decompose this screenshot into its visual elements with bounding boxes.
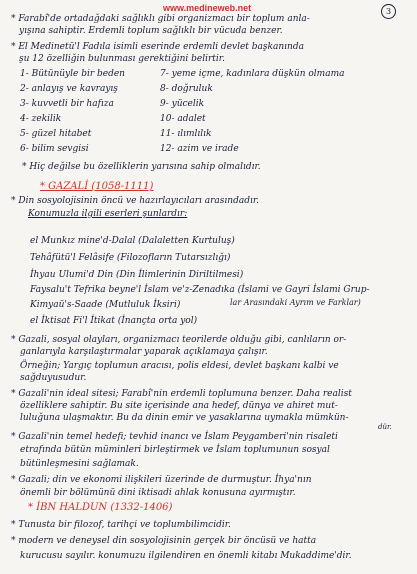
quality-item: 3- kuvvetli bir hafıza bbox=[20, 99, 114, 109]
hic-note: * Hiç değilse bu özelliklerin yarısına sahip olmalıdır. bbox=[22, 162, 261, 172]
quality-item: 6- bilim sevgisi bbox=[20, 144, 89, 154]
intro-line-4: şu 12 özelliğin bulunması gerektiğini belirtir. bbox=[19, 54, 225, 64]
work-item: Faysalu't Tefrika beyne'l İslam ve'z-Zenadıka (İslami ve Gayri İslami Grup- bbox=[30, 285, 370, 295]
work-item: Kimyaü's-Saade (Mutluluk İksiri) bbox=[30, 300, 181, 310]
note-line: önemli bir bölümünü dini iktisadi ahlak konusuna ayırmıştır. bbox=[20, 488, 296, 498]
intro-line-3: * El Medinetü'l Fadıla isimli eserinde erdemli devlet başkanında bbox=[11, 42, 304, 52]
note-line: * Gazali, sosyal olayları, organizmacı teorilerde olduğu gibi, canlıların or- bbox=[11, 335, 347, 345]
note-line: Örneğin; Yargıç toplumun aracısı, polis eldesi, devlet başkanı kalbi ve bbox=[20, 361, 339, 371]
quality-item: 1- Bütünüyle bir beden bbox=[20, 69, 125, 79]
note-line: * Gazali; din ve ekonomi ilişkileri üzerinde de durmuştur. İhya'nın bbox=[11, 475, 312, 485]
note-line: sağduyusudur. bbox=[20, 373, 87, 383]
quality-item: 4- zekilik bbox=[20, 114, 62, 124]
note-line: * Gazali'nin ideal sitesi; Farabî'nin erdemli toplumuna benzer. Daha realist bbox=[11, 389, 352, 399]
gazali-line-2: Konumuzla ilgili eserleri şunlardır: bbox=[28, 209, 188, 219]
quality-item: 2- anlayış ve kavrayış bbox=[20, 84, 118, 94]
site-url[interactable]: www.medineweb.net bbox=[163, 3, 252, 13]
note-line: * Gazali'nin temel hedefi; tevhid inancı ve İslam Peygamberi'nin risaleti bbox=[11, 432, 338, 442]
work-item: el İktisat Fi'l İtikat (İnançta orta yol) bbox=[30, 316, 198, 326]
quality-item: 5- güzel hitabet bbox=[20, 129, 92, 139]
note-line: luluğuna ulaşmaktır. Bu da dinin emir ve yasaklarına uymakla mümkün- bbox=[20, 413, 349, 423]
note-line: dür. bbox=[378, 423, 392, 431]
haldun-line: kurucusu sayılır. konumuzu ilgilendiren en önemli kitabı Mukaddime'dir. bbox=[20, 551, 352, 561]
work-item: Tehâfütü'l Felâsife (Filozofların Tutarsızlığı) bbox=[30, 253, 231, 263]
quality-item: 12- azim ve irade bbox=[160, 144, 239, 154]
gazali-line-1: * Din sosyolojisinin öncü ve hazırlayıcıları arasındadır. bbox=[11, 196, 260, 206]
quality-item: 8- doğruluk bbox=[160, 84, 213, 94]
note-line: ganlarıyla karşılaştırmalar yaparak açıklamaya çalışır. bbox=[20, 347, 268, 357]
quality-item: 7- yeme içme, kadınlara düşkün olmama bbox=[160, 69, 345, 79]
note-line: özelliklere sahiptir. Bu site içerisinde ana hedef, dünya ve ahiret mut- bbox=[20, 401, 338, 411]
haldun-title: * İBN HALDUN (1332-1406) bbox=[28, 502, 173, 513]
page-number: 3 bbox=[381, 4, 396, 19]
quality-item: 9- yücelik bbox=[160, 99, 205, 109]
work-item: el Munkız mine'd-Dalal (Dalaletten Kurtuluş) bbox=[30, 236, 235, 246]
note-line: etrafında bütün müminleri birleştirmek ve İslam toplumunun sosyal bbox=[20, 445, 330, 455]
haldun-heading bbox=[28, 502, 172, 513]
intro-line-2: yışına sahiptir. Erdemli toplum sağlıklı bir vücuda benzer. bbox=[19, 26, 283, 36]
note-line: bütünleşmesini sağlamak. bbox=[20, 459, 139, 469]
work-item-continued: lar Arasındaki Ayrım ve Farklar) bbox=[230, 298, 361, 307]
gazali-heading bbox=[40, 181, 153, 192]
haldun-line: * Tunusta bir filozof, tarihçi ve toplumbilimcidir. bbox=[11, 520, 231, 530]
haldun-line: * modern ve deneysel din sosyolojisinin gerçek bir öncüsü ve hatta bbox=[11, 536, 317, 546]
quality-item: 10- adalet bbox=[160, 114, 206, 124]
gazali-title: * GAZALİ (1058-1111) bbox=[40, 181, 154, 192]
work-item: İhyau Ulumi'd Din (Din İlimlerinin Diriltilmesi) bbox=[30, 270, 244, 280]
quality-item: 11- ılımlılık bbox=[160, 129, 212, 139]
intro-line-1: * Farabî'de ortadağdaki sağlıklı gibi organizmacı bir toplum anla- bbox=[11, 14, 310, 24]
